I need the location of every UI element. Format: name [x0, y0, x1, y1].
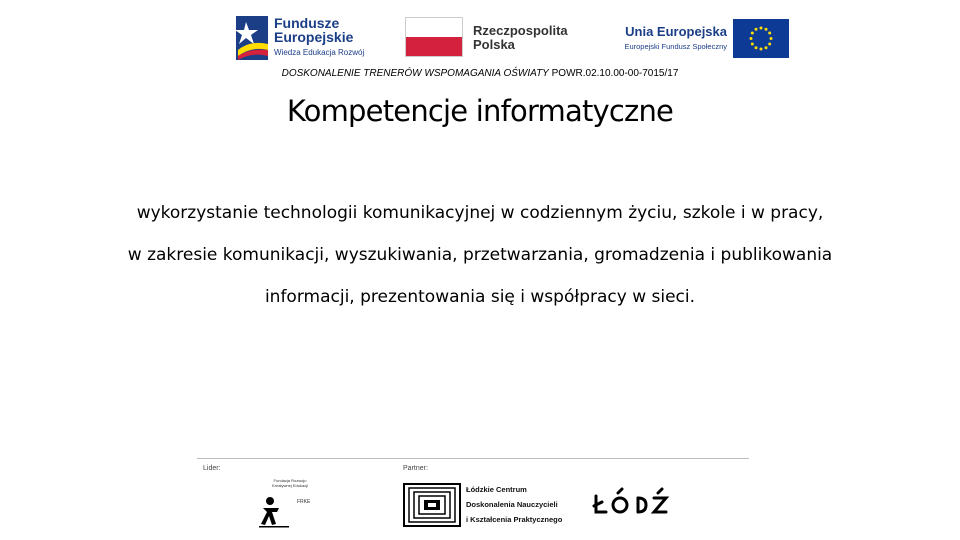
- fe-star-icon: [234, 14, 270, 62]
- rp-logo-text: [473, 24, 568, 52]
- lider-logo-mark: FRKE: [297, 499, 311, 505]
- rzeczpospolita-polska-logo: [405, 12, 580, 64]
- partner-name: [466, 482, 562, 527]
- lider-label: Lider:: [203, 465, 221, 472]
- body-line-3: informacji, prezentowania się i współpracy w sieci.: [264, 287, 696, 307]
- partner-name-line-1: Łódzkie Centrum: [466, 485, 527, 494]
- eu-stars-icon: [733, 19, 789, 58]
- ue-logo-subtitle: Europejski Fundusz Społeczny: [624, 42, 727, 51]
- lider-logo-text: Fundacja Rozwoju Kreatywnej Edukacji: [271, 478, 309, 488]
- body-line-1: wykorzystanie technologii komunikacyjnej w codziennym życiu, szkole i w pracy,: [136, 203, 824, 223]
- runner-figure-icon: [259, 496, 289, 528]
- project-info: [0, 68, 960, 79]
- partner-name-line-2: Doskonalenia Nauczycieli: [466, 500, 558, 509]
- rp-logo-line2: Polska: [473, 37, 515, 52]
- fe-logo-line1: Fundusze: [274, 15, 340, 31]
- logo-bar: [230, 12, 795, 64]
- ue-logo-name: Unia Europejska: [625, 24, 727, 39]
- project-code: POWR.02.10.00-00-7015/17: [551, 68, 679, 79]
- fundusze-europejskie-logo: [234, 12, 374, 64]
- unia-europejska-logo: [600, 12, 795, 64]
- lodz-city-logo-icon: [592, 486, 672, 518]
- partner-name-line-3: i Kształcenia Praktycznego: [466, 515, 563, 524]
- project-name: DOSKONALENIE TRENERÓW WSPOMAGANIA OŚWIATY: [281, 68, 549, 79]
- fe-logo-title: [274, 16, 353, 44]
- footer-divider: [197, 458, 749, 459]
- eu-flag-icon: [733, 19, 789, 58]
- slide-body: [40, 192, 920, 318]
- ldnikp-logo-icon: [403, 483, 461, 527]
- body-line-2: w zakresie komunikacji, wyszukiwania, przetwarzania, gromadzenia i publikowania: [127, 245, 833, 265]
- polish-flag-icon: [405, 17, 463, 57]
- fe-logo-line2: Europejskie: [274, 29, 354, 45]
- partner-label: Partner:: [403, 465, 428, 472]
- slide-title: Kompetencje informatyczne: [286, 94, 674, 128]
- fe-logo-subtitle: Wiedza Edukacja Rozwój: [274, 48, 365, 57]
- rp-logo-line1: Rzeczpospolita: [473, 23, 568, 38]
